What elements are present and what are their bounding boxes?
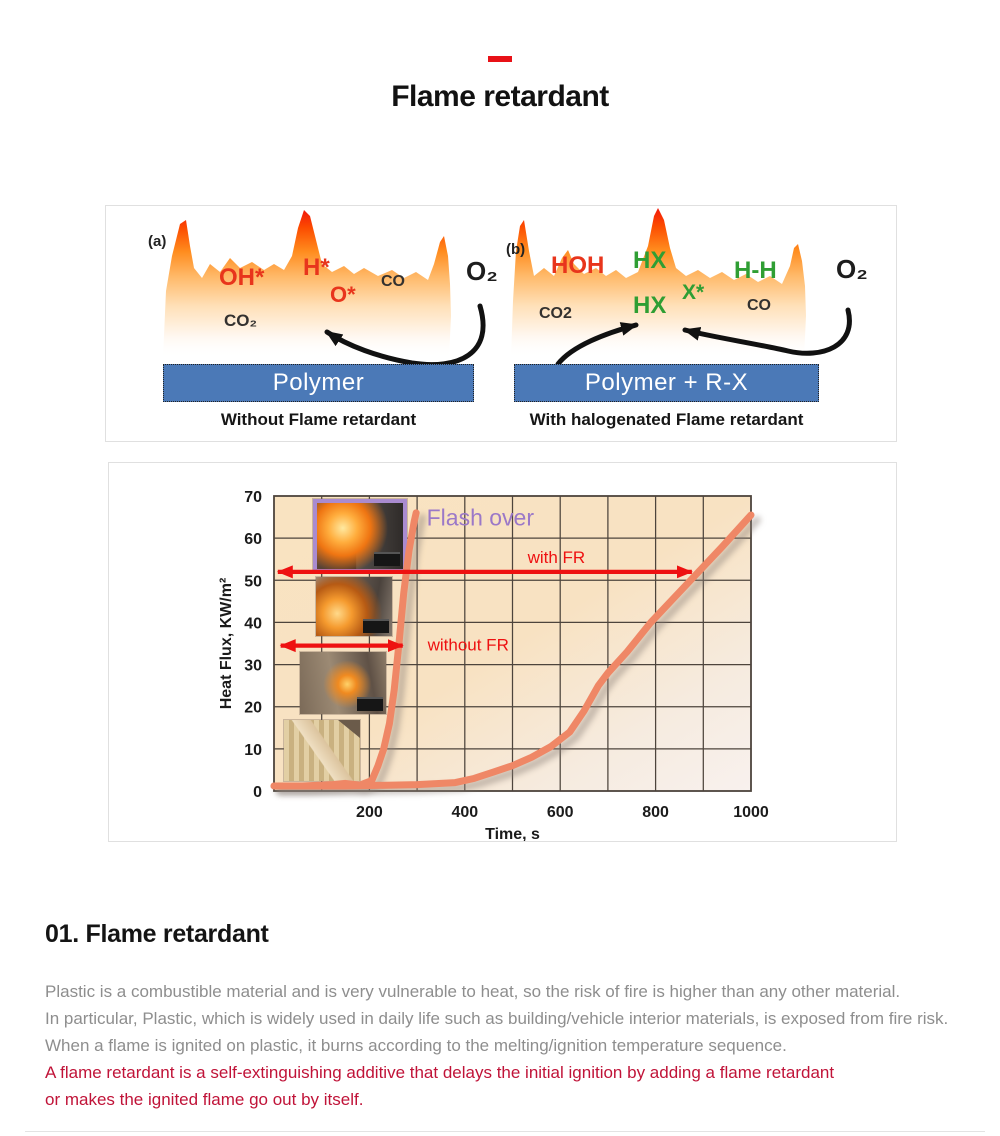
without-fr-label: without FR <box>427 635 509 655</box>
accent-dash <box>488 56 512 62</box>
page-title: Flame retardant <box>391 80 609 113</box>
y-tick-label: 70 <box>244 489 262 506</box>
species-hx-lower: HX <box>633 292 667 319</box>
photo-flashover <box>313 499 407 573</box>
species-o2-a: O₂ <box>466 256 498 286</box>
x-tick-label: 800 <box>642 804 669 821</box>
monitor-equipment <box>357 697 383 711</box>
y-axis-label: Heat Flux, KW/m² <box>218 577 235 710</box>
body-line: When a flame is ignited on plastic, it burns according to the melting/ignition temperature sequence. <box>45 1036 787 1055</box>
monitor-equipment <box>363 619 389 633</box>
species-x-radical: X* <box>682 281 705 304</box>
panel-b-caption: With halogenated Flame retardant <box>529 410 804 429</box>
flash-over-label: Flash over <box>426 504 535 531</box>
species-co-a: CO <box>381 273 405 290</box>
photo-corner <box>338 720 360 738</box>
chart-background-layer <box>109 463 896 841</box>
monitor-equipment <box>374 552 400 566</box>
section-paragraph <box>45 978 948 1113</box>
figure-combustion-diagram <box>105 205 897 442</box>
species-co-b: CO <box>747 297 771 314</box>
species-hx-upper: HX <box>633 247 667 274</box>
y-tick-label: 40 <box>244 615 262 633</box>
species-co2-a: CO₂ <box>224 311 258 330</box>
x-tick-label: 200 <box>356 804 383 821</box>
panel-a-tag: (a) <box>148 233 167 250</box>
x-axis-label: Time, s <box>485 826 540 841</box>
species-hh: H-H <box>734 257 777 284</box>
y-tick-label: 30 <box>244 657 262 675</box>
species-h-radical: H* <box>303 254 330 281</box>
photo-ignition <box>284 720 360 781</box>
species-co2-b: CO2 <box>539 305 572 322</box>
species-o2-b: O₂ <box>836 254 868 284</box>
flame-a <box>163 210 451 358</box>
highlight-line: or makes the ignited flame go out by itself. <box>45 1090 364 1109</box>
y-tick-label: 10 <box>244 741 262 759</box>
x-tick-label: 1000 <box>733 804 769 821</box>
body-line: Plastic is a combustible material and is very vulnerable to heat, so the risk of fire is higher than any other material. <box>45 982 901 1001</box>
x-tick-label: 400 <box>451 804 479 821</box>
species-oh-radical: OH* <box>219 264 265 291</box>
y-tick-label: 50 <box>244 573 262 591</box>
y-tick-label: 60 <box>244 531 262 549</box>
x-tick-label: 600 <box>546 804 574 821</box>
photo-room-fire <box>316 577 392 636</box>
panel-b-tag: (b) <box>506 241 526 258</box>
polymer-box <box>163 364 474 402</box>
figure-heat-flux-chart <box>108 462 897 842</box>
section-heading: 01. Flame retardant <box>45 920 269 948</box>
polymer-rx-box <box>514 364 819 402</box>
highlight-line: A flame retardant is a self-extinguishing additive that delays the initial ignition by adding a flame retardant <box>45 1063 835 1082</box>
photo-early-flame <box>300 652 386 714</box>
polymer-rx-box-label: Polymer + R-X <box>584 369 749 396</box>
species-o-radical: O* <box>330 282 356 307</box>
polymer-box-label: Polymer <box>272 369 365 396</box>
panel-a-caption: Without Flame retardant <box>220 410 417 429</box>
species-hoh: HOH <box>551 252 605 279</box>
y-tick-label: 20 <box>244 699 262 717</box>
footer-divider <box>25 1131 985 1132</box>
y-tick-label: 0 <box>253 784 262 801</box>
with-fr-label: with FR <box>527 547 586 567</box>
body-line: In particular, Plastic, which is widely used in daily life such as building/vehicle interior materials, is exposed from fire risk. <box>45 1009 949 1028</box>
